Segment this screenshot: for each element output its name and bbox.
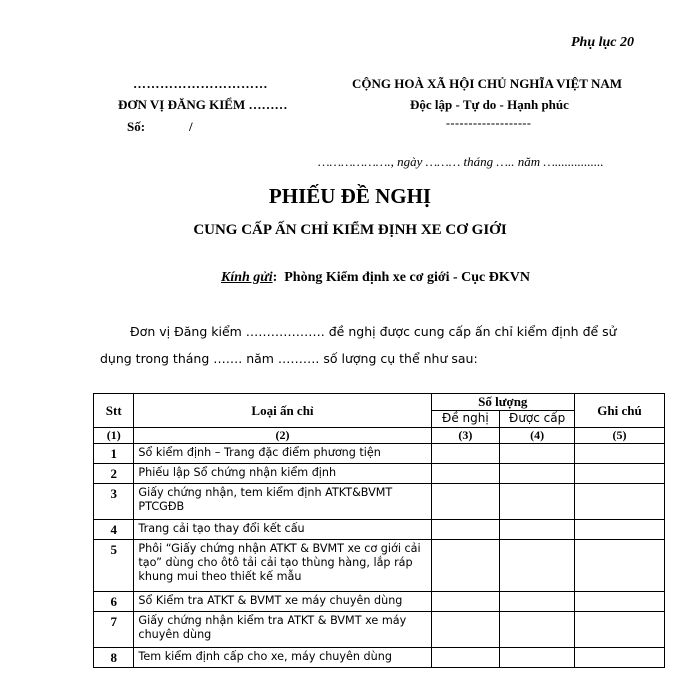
place-date: ………………., ngày ……… tháng ….. năm …............... [318, 154, 604, 169]
row-stt: 7 [94, 612, 134, 648]
row-requested[interactable] [431, 540, 500, 592]
row-requested[interactable] [431, 520, 500, 540]
row-provided[interactable] [500, 484, 575, 520]
header-type: Loại ấn chỉ [134, 394, 431, 428]
row-requested[interactable] [431, 464, 500, 484]
col-number: (1) [94, 428, 134, 444]
nation-heading: CỘNG HOÀ XÃ HỘI CHỦ NGHĨA VIỆT NAM [352, 76, 623, 91]
row-note[interactable] [575, 520, 665, 540]
row-type: Phiếu lập Sổ chứng nhận kiểm định [134, 464, 431, 484]
table-row [94, 540, 665, 592]
row-provided[interactable] [500, 612, 575, 648]
org-name: ĐƠN VỊ ĐĂNG KIỂM ……… [118, 97, 288, 112]
row-stt: 1 [94, 444, 134, 464]
row-type: Tem kiểm định cấp cho xe, máy chuyên dùng [134, 648, 431, 668]
header-quantity: Số lượng [431, 394, 575, 411]
row-provided[interactable] [500, 648, 575, 668]
recipient-line [221, 270, 530, 286]
table-row [94, 484, 665, 520]
row-note[interactable] [575, 464, 665, 484]
header-stt: Stt [94, 394, 134, 428]
row-stt: 8 [94, 648, 134, 668]
row-type: Sổ kiểm định – Trang đặc điểm phương tiện [134, 444, 431, 464]
table-row [94, 464, 665, 484]
row-requested[interactable] [431, 444, 500, 464]
header-provided: Được cấp [500, 411, 575, 428]
recipient-label: Kính gửi [221, 270, 273, 285]
appendix-label: Phụ lục 20 [570, 35, 634, 50]
request-table [93, 393, 665, 668]
document-title: PHIẾU ĐỀ NGHỊ [268, 184, 432, 208]
row-provided[interactable] [500, 520, 575, 540]
document-subtitle: CUNG CẤP ẤN CHỈ KIỂM ĐỊNH XE CƠ GIỚI [193, 222, 507, 238]
table-row [94, 592, 665, 612]
row-provided[interactable] [500, 592, 575, 612]
row-stt: 3 [94, 484, 134, 520]
document-number [127, 119, 193, 135]
table-row [94, 612, 665, 648]
table-row [94, 444, 665, 464]
header-requested: Đề nghị [431, 411, 500, 428]
row-note[interactable] [575, 484, 665, 520]
motto: Độc lập - Tự do - Hạnh phúc [410, 97, 569, 112]
col-number: (4) [500, 428, 575, 444]
row-requested[interactable] [431, 648, 500, 668]
row-stt: 2 [94, 464, 134, 484]
col-number: (3) [431, 428, 500, 444]
row-provided[interactable] [500, 444, 575, 464]
header-note: Ghi chú [575, 394, 665, 428]
table-row [94, 648, 665, 668]
column-number-row [94, 428, 665, 444]
row-note[interactable] [575, 540, 665, 592]
row-note[interactable] [575, 612, 665, 648]
col-number: (5) [575, 428, 665, 444]
row-type: Sổ Kiểm tra ATKT & BVMT xe máy chuyên dùng [134, 592, 431, 612]
row-type: Giấy chứng nhận kiểm tra ATKT & BVMT xe máy chuyên dùng [134, 612, 431, 648]
row-type: Trang cải tạo thay đổi kết cấu [134, 520, 431, 540]
table-row [94, 520, 665, 540]
document-number-slash: / [189, 119, 193, 134]
row-stt: 6 [94, 592, 134, 612]
row-provided[interactable] [500, 540, 575, 592]
row-requested[interactable] [431, 484, 500, 520]
row-stt: 4 [94, 520, 134, 540]
body-paragraph: Đơn vị Đăng kiểm ………………. đề nghị được cung cấp ấn chỉ kiểm định để sử dụng trong tháng ……. năm ………. số lượng cụ thể như sau: [100, 324, 617, 366]
row-note[interactable] [575, 444, 665, 464]
row-provided[interactable] [500, 464, 575, 484]
motto-divider: ------------------- [446, 116, 532, 130]
row-requested[interactable] [431, 592, 500, 612]
recipient-value: Phòng Kiểm định xe cơ giới - Cục ĐKVN [284, 270, 530, 285]
recipient-colon: : [272, 270, 278, 285]
row-type: Giấy chứng nhận, tem kiểm định ATKT&BVMT PTCGĐB [134, 484, 431, 520]
col-number: (2) [134, 428, 431, 444]
row-note[interactable] [575, 648, 665, 668]
row-type: Phôi “Giấy chứng nhận ATKT & BVMT xe cơ giới cải tạo” dùng cho ôtô tải cải tạo thùng hàng, lắp ráp khung mui theo thiết kế mẫu [134, 540, 431, 592]
document-number-label: Số: [127, 119, 146, 134]
row-requested[interactable] [431, 612, 500, 648]
org-placeholder: ………………………… [133, 76, 268, 91]
row-note[interactable] [575, 592, 665, 612]
row-stt: 5 [94, 540, 134, 592]
